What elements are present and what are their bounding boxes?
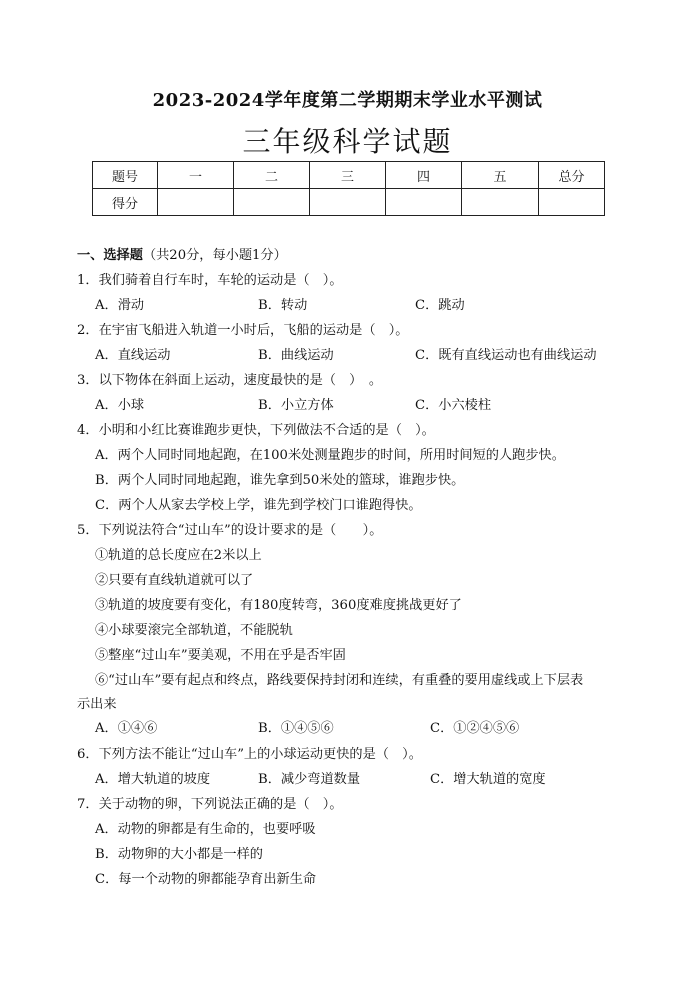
- question-stem: 4．小明和小红比赛谁跑步更快，下列做法不合适的是（ ）。: [77, 423, 435, 438]
- exam-title: 2023-2024学年度第二学期期末学业水平测试: [152, 90, 543, 111]
- option-a: A．增大轨道的坡度: [95, 772, 211, 787]
- exam-subtitle: 三年级科学试题: [242, 125, 453, 158]
- score-input-cell[interactable]: [310, 189, 386, 216]
- option-c: C．①②④⑤⑥: [430, 721, 520, 736]
- score-cell: 题号: [93, 162, 158, 189]
- score-table: [92, 161, 605, 216]
- score-cell: 三: [310, 162, 386, 189]
- option-a: A．两个人同时同地起跑，在100米处测量跑步的时间，所用时间短的人跑步快。: [95, 448, 565, 463]
- option-b: B．减少弯道数量: [258, 772, 361, 787]
- score-input-cell[interactable]: [234, 189, 310, 216]
- option-b: B．动物卵的大小都是一样的: [95, 847, 263, 862]
- option-b: B．转动: [258, 298, 308, 313]
- statement-3: ③轨道的坡度要有变化，有180度转弯，360度难度挑战更好了: [95, 598, 462, 613]
- section-heading: [77, 247, 287, 265]
- option-b: B．曲线运动: [258, 348, 334, 363]
- question-stem: 2．在宇宙飞船进入轨道一小时后，飞船的运动是（ ）。: [77, 323, 409, 338]
- option-c: C．两个人从家去学校上学，谁先到学校门口谁跑得快。: [95, 498, 422, 513]
- score-input-cell[interactable]: [462, 189, 539, 216]
- score-cell: 二: [234, 162, 310, 189]
- statement-6: ⑥“过山车”要有起点和终点，路线要保持封闭和连续，有重叠的要用虚线或上下层表: [95, 673, 584, 688]
- statement-6-cont: 示出来: [77, 697, 117, 712]
- score-table-score-row: [93, 189, 605, 216]
- question-stem: 7．关于动物的卵，下列说法正确的是（ ）。: [77, 797, 343, 812]
- score-cell: 四: [386, 162, 462, 189]
- option-a: A．动物的卵都是有生命的，也要呼吸: [95, 822, 316, 837]
- statement-1: ①轨道的总长度应在2米以上: [95, 548, 262, 563]
- score-cell: 得分: [93, 189, 158, 216]
- option-c: C．既有直线运动也有曲线运动: [415, 348, 597, 363]
- option-a: A．滑动: [95, 298, 145, 313]
- score-input-cell[interactable]: [386, 189, 462, 216]
- option-a: A．①④⑥: [95, 721, 158, 736]
- question-stem: 3．以下物体在斜面上运动，速度最快的是（ ） 。: [77, 373, 383, 388]
- question-stem: 1．我们骑着自行车时，车轮的运动是（ ）。: [77, 273, 343, 288]
- question-stem: 6．下列方法不能让“过山车”上的小球运动更快的是（ ）。: [77, 747, 422, 762]
- option-b: B．两个人同时同地起跑，谁先拿到50米处的篮球，谁跑步快。: [95, 473, 465, 488]
- option-b: B．①④⑤⑥: [258, 721, 334, 736]
- question-stem: 5．下列说法符合“过山车”的设计要求的是（ ）。: [77, 523, 383, 538]
- statement-2: ②只要有直线轨道就可以了: [95, 573, 254, 588]
- option-c: C．增大轨道的宽度: [430, 772, 546, 787]
- option-c: C．每一个动物的卵都能孕育出新生命: [95, 872, 317, 887]
- score-table-header-row: [93, 162, 605, 189]
- option-c: C．跳动: [415, 298, 465, 313]
- option-a: A．小球: [95, 398, 145, 413]
- section-title: 一、选择题: [77, 248, 143, 263]
- score-cell: 总分: [539, 162, 605, 189]
- score-input-cell[interactable]: [158, 189, 234, 216]
- score-cell: 一: [158, 162, 234, 189]
- statement-5: ⑤整座“过山车”要美观，不用在乎是否牢固: [95, 648, 346, 663]
- section-note: （共20分，每小题1分）: [142, 248, 287, 263]
- option-a: A．直线运动: [95, 348, 171, 363]
- score-cell: 五: [462, 162, 539, 189]
- option-b: B．小立方体: [258, 398, 334, 413]
- score-input-cell[interactable]: [539, 189, 605, 216]
- option-c: C．小六棱柱: [415, 398, 492, 413]
- statement-4: ④小球要滚完全部轨道，不能脱轨: [95, 623, 293, 638]
